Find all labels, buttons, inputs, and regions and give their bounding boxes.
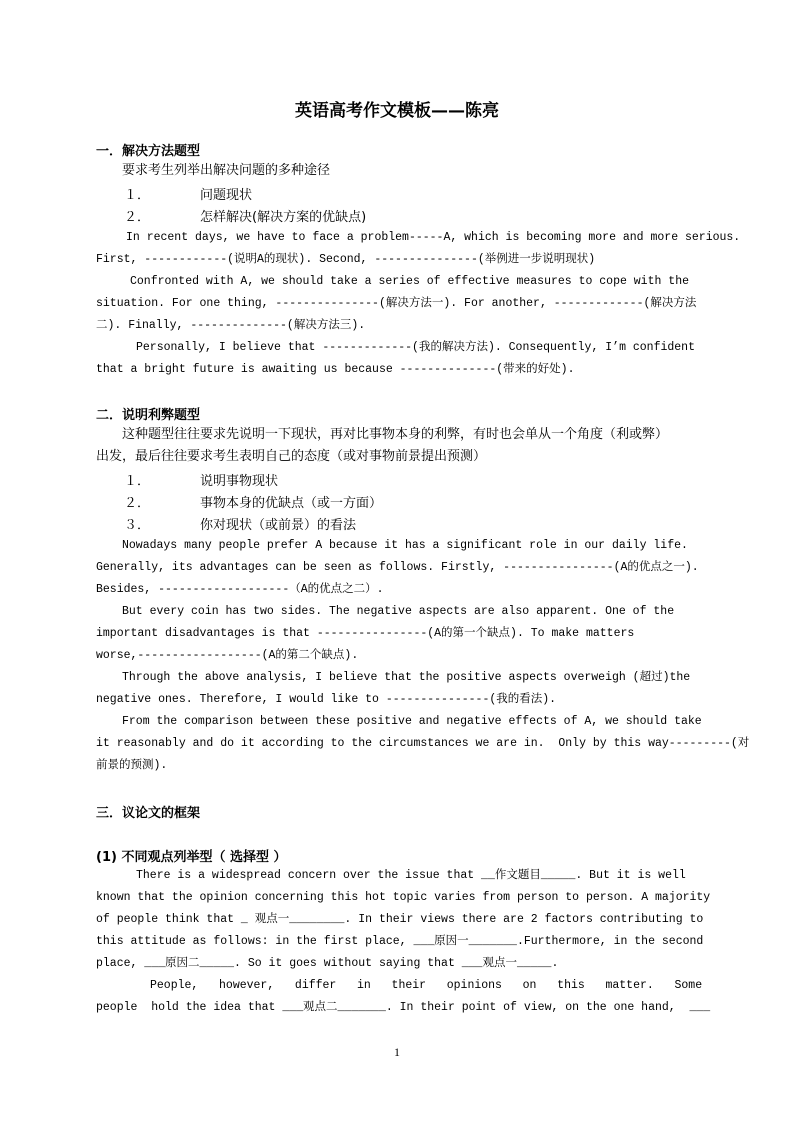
section1-intro: 要求考生列举出解决问题的多种途径 bbox=[122, 163, 331, 178]
section2-item-num: ３． bbox=[124, 518, 151, 533]
section3-line: There is a widespread concern over the issue that __作文题目_____. But it is well bbox=[136, 869, 686, 882]
section1-line: Confronted with A, we should take a series of effective measures to cope with the bbox=[130, 275, 689, 288]
section2-heading: 二．说明利弊题型 bbox=[96, 408, 201, 423]
section1-item-num: ２． bbox=[124, 210, 151, 225]
section2-intro: 出发，最后往往要求考生表明自己的态度（或对事物前景提出预测） bbox=[96, 449, 487, 464]
section1-line: that a bright future is awaiting us because --------------(带来的好处). bbox=[96, 363, 575, 376]
section2-intro: 这种题型往往要求先说明一下现状，再对比事物本身的利弊，有时也会单从一个角度（利或弊） bbox=[122, 427, 669, 442]
section1-heading: 一．解决方法题型 bbox=[96, 144, 201, 159]
section2-line: negative ones. Therefore, I would like to ---------------(我的看法). bbox=[96, 693, 557, 706]
page-number: 1 bbox=[394, 1045, 400, 1059]
section1-line: 二). Finally, --------------(解决方法三). bbox=[96, 319, 366, 332]
section3-line: people hold the idea that ___观点二_______. In their point of view, on the one hand, ___ bbox=[96, 1001, 711, 1014]
section1-line: Personally, I believe that -------------(我的解决方法). Consequently, I’m confident bbox=[136, 341, 695, 354]
section2-line: Generally, its advantages can be seen as follows. Firstly, ----------------(A的优点之一). bbox=[96, 561, 699, 574]
section2-item-text: 事物本身的优缺点（或一方面） bbox=[200, 496, 383, 511]
section3-line: known that the opinion concerning this hot topic varies from person to person. A majority bbox=[96, 891, 711, 904]
section3-line: of people think that _ 观点一________. In their views there are 2 factors contributing to bbox=[96, 913, 704, 926]
section2-line: worse,------------------(A的第二个缺点). bbox=[96, 649, 359, 662]
section2-line: it reasonably and do it according to the circumstances we are in. Only by this way---------(对 bbox=[96, 737, 750, 750]
section2-line: 前景的预测). bbox=[96, 759, 168, 772]
section2-line: important disadvantages is that ----------------(A的第一个缺点). To make matters bbox=[96, 627, 635, 640]
section1-line: In recent days, we have to face a problem-----A, which is becoming more and more serious. bbox=[126, 231, 741, 244]
section2-item-text: 说明事物现状 bbox=[200, 474, 279, 489]
page-title: 英语高考作文模板——陈亮 bbox=[295, 101, 499, 121]
section3-heading: 三．议论文的框架 bbox=[96, 806, 201, 821]
section2-line: From the comparison between these positive and negative effects of A, we should take bbox=[122, 715, 702, 728]
section2-line: Nowadays many people prefer A because it has a significant role in our daily life. bbox=[122, 539, 688, 552]
section3-line: place, ___原因二_____. So it goes without saying that ___观点一_____. bbox=[96, 957, 559, 970]
section2-line: Through the above analysis, I believe that the positive aspects overweigh (超过)the bbox=[122, 671, 691, 684]
section2-item-text: 你对现状（或前景）的看法 bbox=[200, 518, 357, 533]
section1-item-num: １． bbox=[124, 188, 151, 203]
section1-line: situation. For one thing, ---------------(解决方法一). For another, -------------(解决方法 bbox=[96, 297, 697, 310]
section1-line: First, ------------(说明A的现状). Second, ---------------(举例进一步说明现状) bbox=[96, 253, 596, 266]
section3-line: People, however, differ in their opinions on this matter. Some bbox=[150, 979, 703, 992]
section3-line: this attitude as follows: in the first place, ___原因一_______.Furthermore, in the second bbox=[96, 935, 704, 948]
section2-line: Besides, -------------------（A的优点之二）. bbox=[96, 583, 384, 596]
section2-line: But every coin has two sides. The negative aspects are also apparent. One of the bbox=[122, 605, 675, 618]
section1-item-text: 怎样解决(解决方案的优缺点) bbox=[200, 210, 367, 225]
section2-item-num: ２． bbox=[124, 496, 151, 511]
section1-item-text: 问题现状 bbox=[200, 188, 253, 203]
section2-item-num: １． bbox=[124, 474, 151, 489]
section3-subheading: (1) 不同观点列举型（ 选择型 ） bbox=[96, 850, 287, 865]
